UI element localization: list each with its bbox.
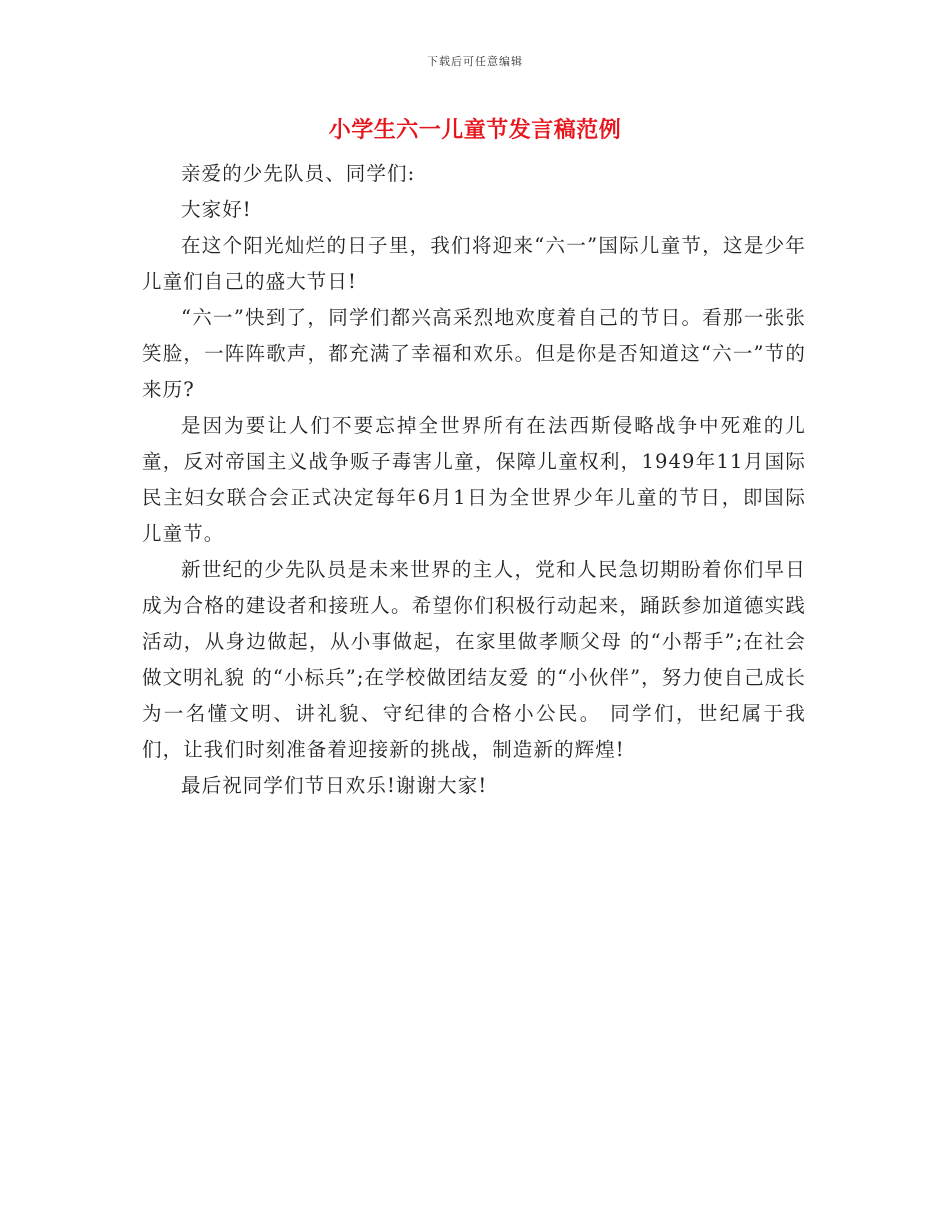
- paragraph-hello: 大家好!: [181, 198, 252, 221]
- document-body: [142, 156, 806, 804]
- paragraph-intro: 在这个阳光灿烂的日子里，我们将迎来“六一”国际儿童节，这是少年儿童们自己的盛大节日!: [142, 234, 806, 293]
- paragraph-festival: “六一”快到了，同学们都兴高采烈地欢度着自己的节日。看那一张张笑脸，一阵阵歌声，都充满了幸福和欢乐。但是你是否知道这“六一”节的来历?: [142, 306, 806, 401]
- document-title: 小学生六一儿童节发言稿范例: [328, 118, 622, 143]
- header-note: 下载后可任意编辑: [427, 55, 523, 68]
- paragraph-history: 是因为要让人们不要忘掉全世界所有在法西斯侵略战争中死难的儿童，反对帝国主义战争贩子毒害儿童，保障儿童权利，1949年11月国际民主妇女联合会正式决定每年6月1日为全世界少年儿童的节日，即国际儿童节。: [142, 414, 806, 545]
- paragraph-hope: 新世纪的少先队员是未来世界的主人，党和人民急切期盼着你们早日成为合格的建设者和接班人。希望你们积极行动起来，踊跃参加道德实践活动，从身边做起，从小事做起，在家里做孝顺父母 的“小帮手”;在社会做文明礼貌 的“小标兵”;在学校做团结友爱 的“小伙伴”，努力使自己成长为一名懂文明、讲礼貌、守纪律的合格小公民。 同学们，世纪属于我们，让我们时刻准备着迎接新的挑战，制造新的辉煌!: [142, 558, 806, 761]
- paragraph-greeting: 亲爱的少先队员、同学们:: [181, 162, 416, 185]
- paragraph-closing: 最后祝同学们节日欢乐!谢谢大家!: [181, 774, 488, 797]
